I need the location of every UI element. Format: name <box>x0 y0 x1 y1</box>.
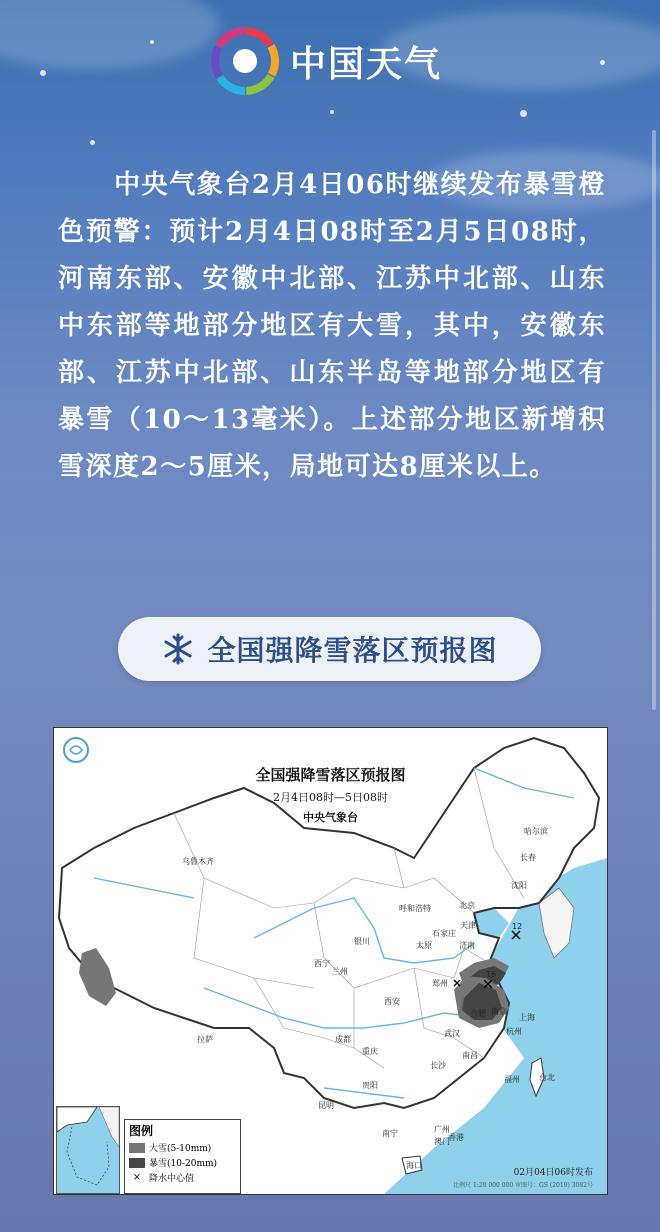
city-label: 成都 <box>335 1035 351 1044</box>
snowflake-dot <box>520 110 527 117</box>
city-label: 台北 <box>539 1073 555 1082</box>
city-label: 呼和浩特 <box>399 904 431 913</box>
legend-item <box>129 1171 240 1184</box>
center-value-label: 16 <box>486 970 497 979</box>
city-label: 拉萨 <box>197 1035 213 1044</box>
legend-title: 图例 <box>129 1124 154 1138</box>
notice-text: 中央气象台2月4日06时继续发布暴雪橙色预警：预计2月4日08时至2月5日08时，河南东部、安徽中北部、江苏中北部、山东中东部等地部分地区有大雪，其中，安徽东部、江苏中北部、山东半岛等地部分地区有暴雪（10～13毫米）。上述部分地区新增积雪深度2～5厘米，局地可达8厘米以上。 <box>58 170 606 482</box>
city-label: 南昌 <box>462 1051 478 1060</box>
city-label: 北京 <box>459 901 475 910</box>
city-label: 昆明 <box>318 1101 334 1110</box>
brand-logo <box>210 26 460 96</box>
city-label: 广州 <box>434 1125 450 1134</box>
city-label: 长沙 <box>430 1061 446 1070</box>
legend-item <box>129 1141 240 1154</box>
city-label: 香港 <box>448 1133 464 1142</box>
city-label: 海口 <box>406 1161 422 1170</box>
city-label: 贵阳 <box>362 1081 378 1090</box>
city-label: 西宁 <box>314 959 330 968</box>
city-label: 上海 <box>519 1013 535 1022</box>
map-legend <box>124 1119 241 1194</box>
city-label: 西安 <box>384 997 400 1006</box>
legend-label: 大雪(5-10mm) <box>149 1144 212 1154</box>
scrollbar[interactable] <box>652 130 656 710</box>
city-label: 太原 <box>416 941 432 950</box>
city-label: 南京 <box>491 1007 507 1016</box>
cma-logo-icon <box>64 738 88 762</box>
legend-label: 暴雪(10-20mm) <box>149 1159 218 1169</box>
city-label: 长春 <box>520 853 536 862</box>
city-label: 石家庄 <box>432 929 456 938</box>
map-period: 2月4日08时—5日08时 <box>273 791 388 804</box>
section-header <box>118 617 541 681</box>
city-label: 杭州 <box>506 1027 522 1036</box>
city-label: 天津 <box>460 921 476 930</box>
city-label: 郑州 <box>432 979 448 988</box>
city-label: 合肥 <box>470 1009 486 1018</box>
map-footnote: 比例尺 1:20 000 000 审图号：GS (2019) 3082号 <box>453 1182 593 1189</box>
snowflake-dot <box>40 70 46 76</box>
city-label: 哈尔滨 <box>524 827 548 836</box>
blizzard-swatch <box>129 1158 145 1168</box>
swirl-logo-icon <box>210 26 280 96</box>
issue-time: 02月04日06时发布 <box>513 1168 593 1178</box>
snowflake-icon <box>161 632 195 666</box>
city-label: 澳门 <box>434 1137 450 1146</box>
snowflake-dot <box>150 40 154 44</box>
city-label: 武汉 <box>444 1029 460 1038</box>
brand-name: 中国天气 <box>290 43 443 85</box>
legend-label: 降水中心值 <box>149 1174 195 1184</box>
snowflake-dot <box>330 110 334 114</box>
city-label: 银川 <box>354 937 370 946</box>
city-label: 沈阳 <box>511 881 527 890</box>
section-title: 全国强降雪落区预报图 <box>207 634 498 667</box>
warning-notice <box>58 162 606 491</box>
legend-item <box>129 1156 240 1169</box>
city-label: 乌鲁木齐 <box>182 857 214 866</box>
city-label: 福州 <box>504 1075 520 1084</box>
snowflake-dot <box>90 140 95 145</box>
south-china-sea-inset <box>56 1106 120 1194</box>
city-label: 重庆 <box>362 1047 378 1056</box>
city-label: 南宁 <box>382 1129 398 1138</box>
city-label: 兰州 <box>332 967 348 976</box>
center-value-symbol: × <box>132 1171 142 1183</box>
center-value-label: 12 <box>512 922 523 931</box>
snowflake-dot <box>600 60 605 65</box>
map-title: 全国强降雪落区预报图 <box>255 766 406 784</box>
background-cloud <box>0 0 220 70</box>
map-header <box>54 764 607 825</box>
city-label: 济南 <box>459 941 475 950</box>
map-issuer: 中央气象台 <box>303 811 358 824</box>
snowfall-forecast-map <box>53 727 608 1195</box>
heavy-snow-swatch <box>129 1143 145 1153</box>
